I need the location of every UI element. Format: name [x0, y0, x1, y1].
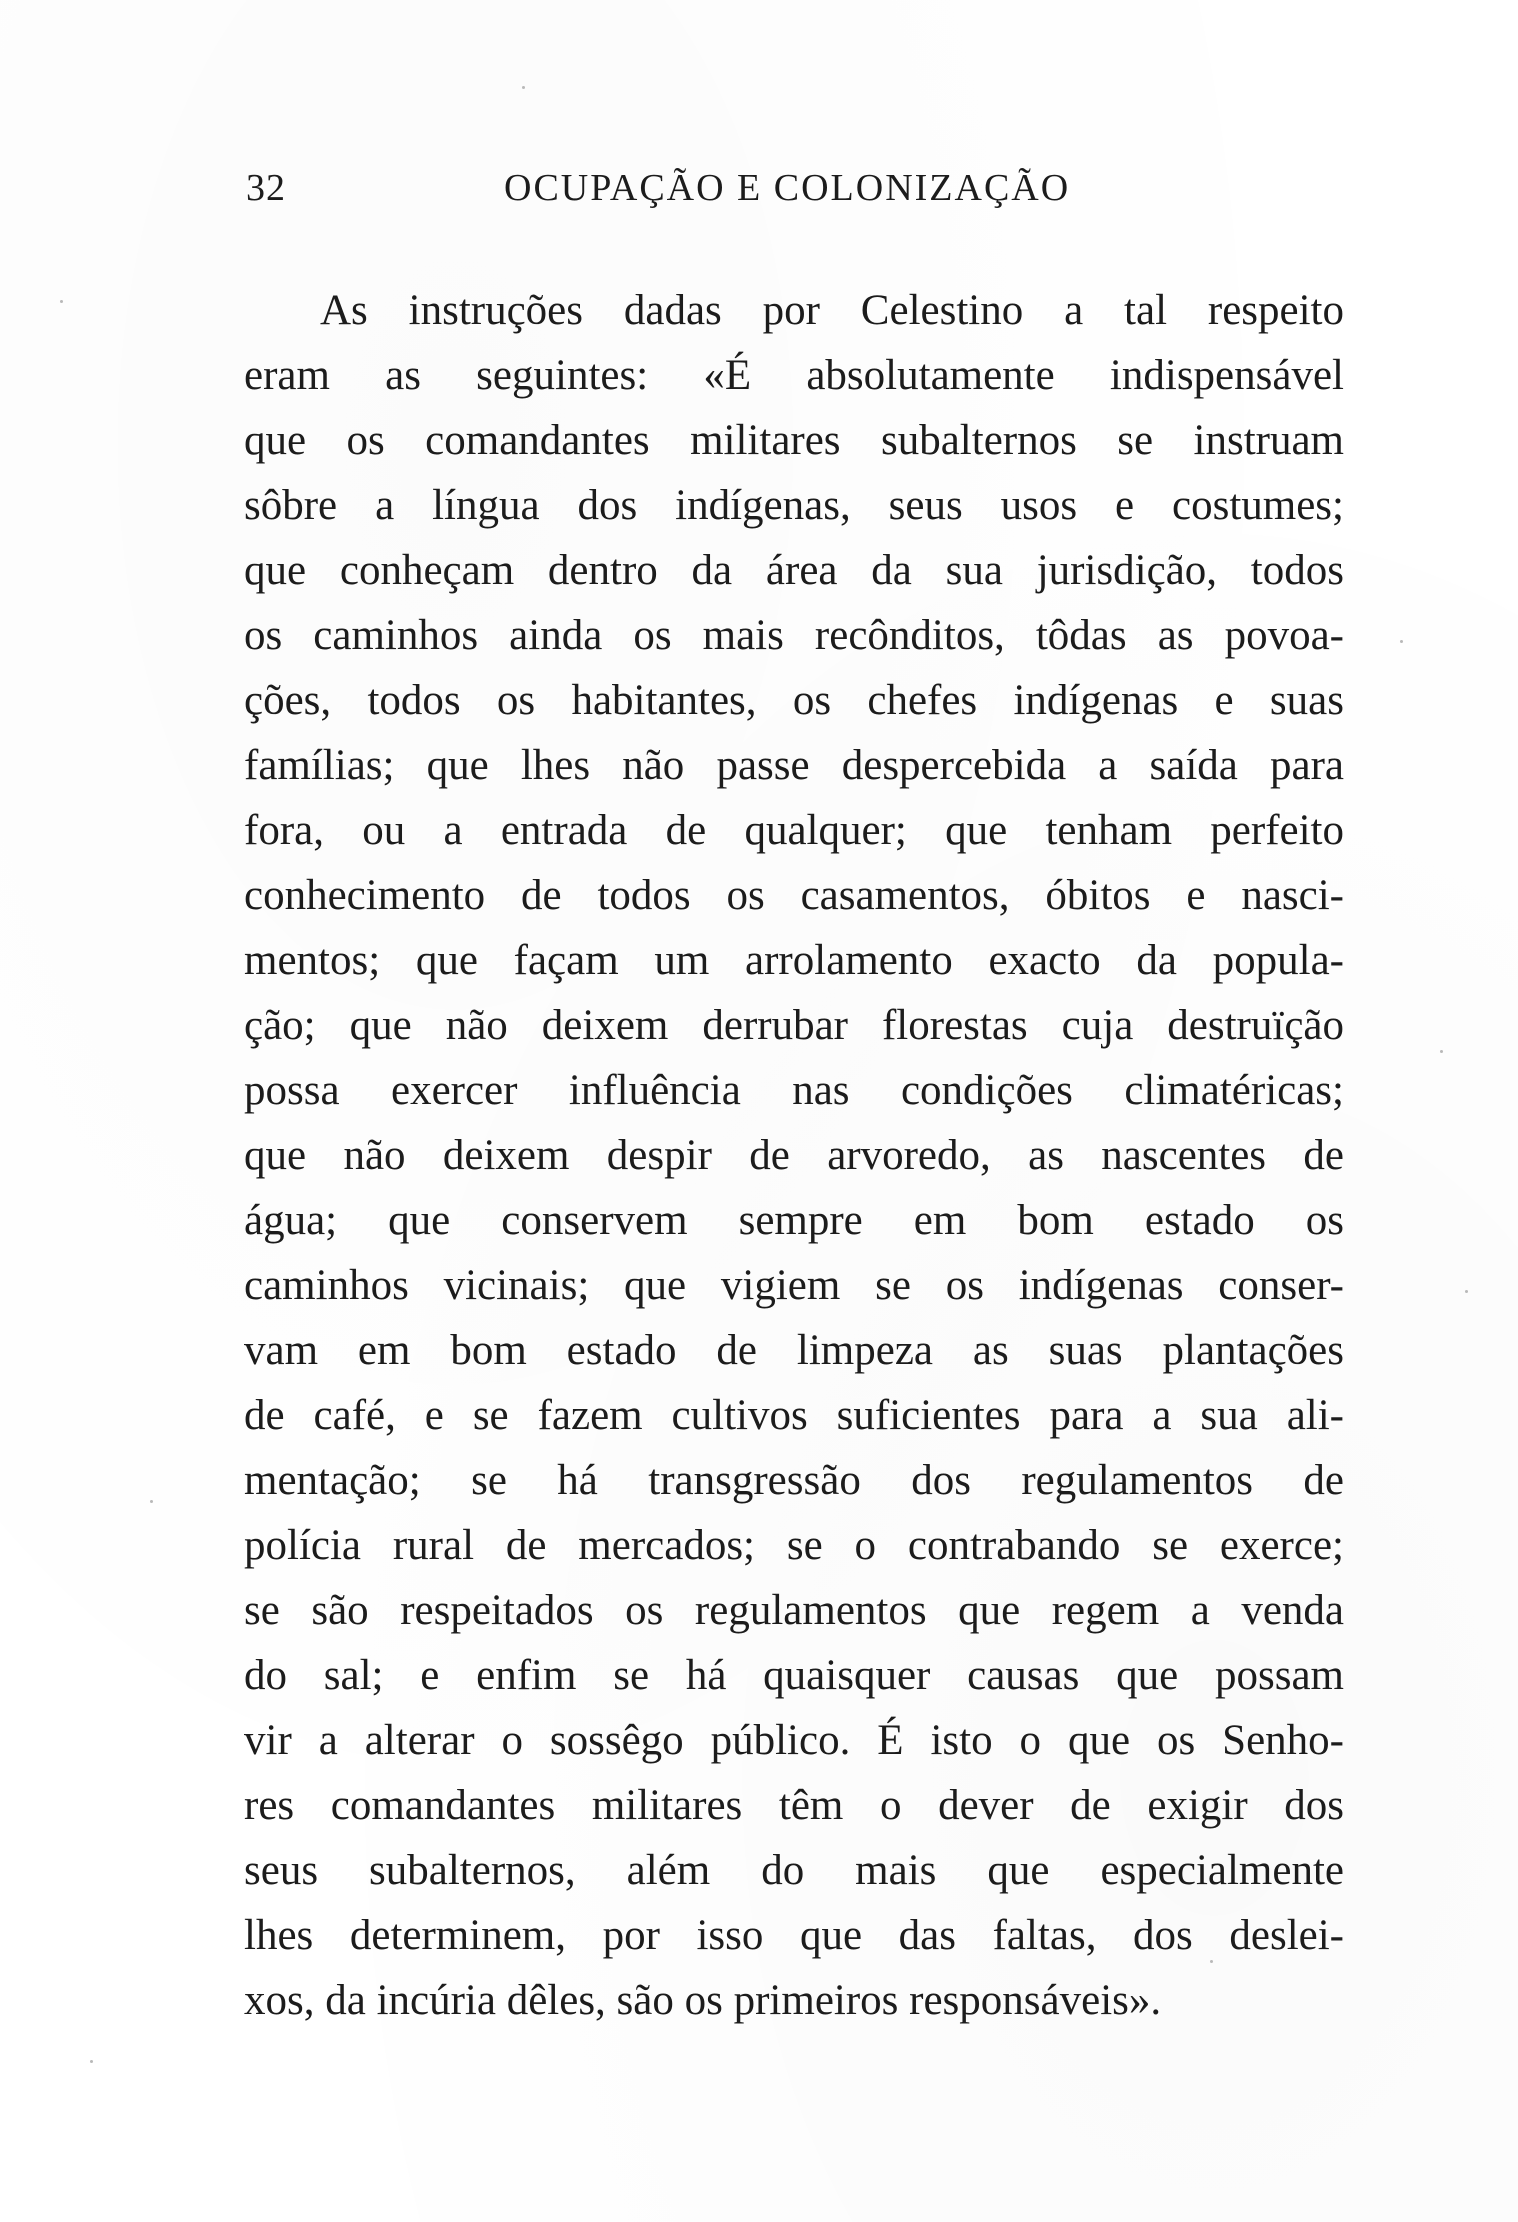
text-line: que conheçam dentro da área da sua jurisdição, todos: [244, 547, 1344, 594]
text-line: xos, da incúria dêles, são os primeiros responsáveis».: [244, 1977, 1162, 2024]
text-line: os caminhos ainda os mais recônditos, tôdas as povoa-: [244, 612, 1344, 659]
text-line: As instruções dadas por Celestino a tal respeito: [320, 287, 1344, 334]
text-line: do sal; e enfim se há quaisquer causas que possam: [244, 1652, 1344, 1699]
text-line: mentos; que façam um arrolamento exacto da popula-: [244, 937, 1344, 984]
text-line: conhecimento de todos os casamentos, óbitos e nasci-: [244, 872, 1344, 919]
text-line: sôbre a língua dos indígenas, seus usos e costumes;: [244, 482, 1344, 529]
text-line: de café, e se fazem cultivos suficientes para a sua ali-: [244, 1392, 1344, 1439]
text-line: mentação; se há transgressão dos regulamentos de: [244, 1457, 1344, 1504]
text-line: vam em bom estado de limpeza as suas plantações: [244, 1327, 1344, 1374]
text-line: fora, ou a entrada de qualquer; que tenham perfeito: [244, 807, 1344, 854]
page-number: 32: [246, 167, 286, 209]
text-line: famílias; que lhes não passe despercebida a saída para: [244, 742, 1344, 789]
body-paragraph: [244, 278, 1344, 2033]
text-line: res comandantes militares têm o dever de exigir dos: [244, 1782, 1344, 1829]
text-line: eram as seguintes: «É absolutamente indispensável: [244, 352, 1344, 399]
text-line: polícia rural de mercados; se o contrabando se exerce;: [244, 1522, 1344, 1569]
text-line: que os comandantes militares subalternos se instruam: [244, 417, 1344, 464]
running-head: [246, 158, 1346, 218]
text-line: lhes determinem, por isso que das faltas, dos deslei-: [244, 1912, 1344, 1959]
text-line: possa exercer influência nas condições climatéricas;: [244, 1067, 1344, 1114]
text-line: ções, todos os habitantes, os chefes indígenas e suas: [244, 677, 1344, 724]
text-line: caminhos vicinais; que vigiem se os indígenas conser-: [244, 1262, 1344, 1309]
text-line: se são respeitados os regulamentos que regem a venda: [244, 1587, 1344, 1634]
text-line: que não deixem despir de arvoredo, as nascentes de: [244, 1132, 1344, 1179]
running-title: OCUPAÇÃO E COLONIZAÇÃO: [504, 167, 1071, 209]
text-line: vir a alterar o sossêgo público. É isto o que os Senho-: [244, 1717, 1344, 1764]
text-line: seus subalternos, além do mais que especialmente: [244, 1847, 1344, 1894]
text-line: água; que conservem sempre em bom estado os: [244, 1197, 1344, 1244]
text-line: ção; que não deixem derrubar florestas cuja destruïção: [244, 1002, 1344, 1049]
